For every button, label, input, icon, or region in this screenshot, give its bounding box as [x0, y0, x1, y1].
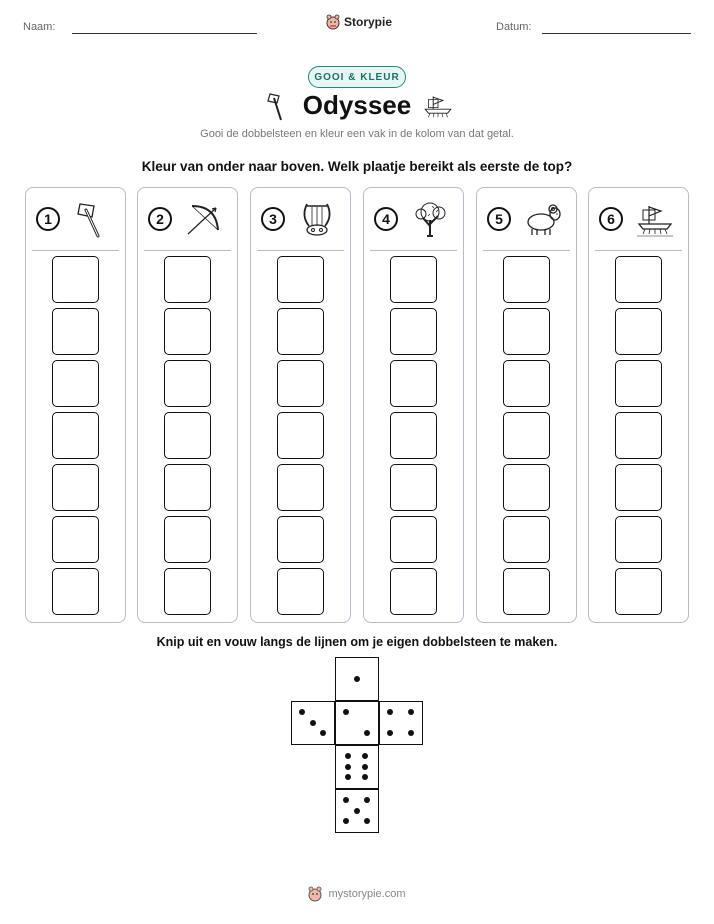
color-box[interactable] [52, 464, 99, 511]
color-box[interactable] [390, 516, 437, 563]
axe-icon [72, 200, 112, 238]
page-title: Odyssee [302, 90, 412, 120]
dice-pip [387, 730, 393, 736]
lyre-icon [297, 200, 337, 238]
date-label: Datum: [496, 21, 532, 33]
date-line[interactable] [542, 33, 691, 34]
color-box[interactable] [503, 464, 550, 511]
cutout-instruction: Knip uit en vouw langs de lijnen om je eigen dobbelsteen te maken. [156, 635, 558, 649]
dice-column-3 [250, 187, 351, 623]
color-box[interactable] [52, 360, 99, 407]
color-box[interactable] [615, 516, 662, 563]
dice-pip [354, 808, 360, 814]
color-box[interactable] [390, 568, 437, 615]
olive-tree-icon [410, 200, 450, 238]
name-label: Naam: [23, 21, 56, 33]
color-box[interactable] [277, 464, 324, 511]
color-box[interactable] [277, 360, 324, 407]
footer-mascot-icon [308, 886, 322, 902]
color-box[interactable] [277, 308, 324, 355]
color-box[interactable] [390, 412, 437, 459]
column-number: 6 [599, 207, 623, 231]
dice-pip [343, 797, 349, 803]
instruction: Kleur van onder naar boven. Welk plaatje bereikt als eerste de top? [141, 159, 573, 174]
dice-pip [345, 753, 351, 759]
column-divider [144, 250, 231, 251]
dice-column-6 [588, 187, 689, 623]
color-box[interactable] [277, 516, 324, 563]
color-box[interactable] [390, 360, 437, 407]
color-box[interactable] [164, 360, 211, 407]
column-number: 3 [261, 207, 285, 231]
color-box[interactable] [615, 412, 662, 459]
column-divider [370, 250, 457, 251]
pie-mascot-icon [326, 14, 340, 30]
color-box[interactable] [164, 464, 211, 511]
color-box[interactable] [503, 516, 550, 563]
dice-pip [299, 709, 305, 715]
subtitle: Gooi de dobbelsteen en kleur een vak in de kolom van dat getal. [200, 128, 514, 140]
color-box[interactable] [390, 464, 437, 511]
column-number: 5 [487, 207, 511, 231]
footer-url: mystorypie.com [328, 888, 406, 900]
footer [0, 886, 714, 902]
color-box[interactable] [164, 308, 211, 355]
color-box[interactable] [615, 256, 662, 303]
color-box[interactable] [277, 256, 324, 303]
dice-face [379, 701, 423, 745]
color-box[interactable] [503, 256, 550, 303]
dice-face [335, 657, 379, 701]
color-box[interactable] [52, 568, 99, 615]
dice-pip [362, 764, 368, 770]
dice-pip [343, 709, 349, 715]
bow-icon [184, 200, 224, 238]
dice-pip [320, 730, 326, 736]
dice-face [335, 745, 379, 789]
title-ship-icon [422, 92, 454, 120]
dice-pip [343, 818, 349, 824]
activity-badge: GOOI & KLEUR [308, 66, 406, 88]
dice-pip [362, 774, 368, 780]
color-box[interactable] [503, 308, 550, 355]
dice-column-5 [476, 187, 577, 623]
color-box[interactable] [615, 360, 662, 407]
dice-face [335, 701, 379, 745]
column-divider [32, 250, 119, 251]
color-box[interactable] [615, 464, 662, 511]
color-box[interactable] [615, 308, 662, 355]
color-box[interactable] [503, 360, 550, 407]
color-box[interactable] [164, 412, 211, 459]
dice-pip [364, 730, 370, 736]
column-number: 2 [148, 207, 172, 231]
color-box[interactable] [52, 516, 99, 563]
color-box[interactable] [52, 412, 99, 459]
column-number: 4 [374, 207, 398, 231]
column-divider [595, 250, 682, 251]
column-divider [483, 250, 570, 251]
color-box[interactable] [615, 568, 662, 615]
dice-pip [362, 753, 368, 759]
dice-pip [310, 720, 316, 726]
color-box[interactable] [164, 568, 211, 615]
dice-pip [364, 818, 370, 824]
color-box[interactable] [277, 412, 324, 459]
color-box[interactable] [52, 256, 99, 303]
dice-pip [387, 709, 393, 715]
color-box[interactable] [390, 308, 437, 355]
column-number: 1 [36, 207, 60, 231]
dice-pip [345, 764, 351, 770]
color-box[interactable] [503, 568, 550, 615]
dice-column-1 [25, 187, 126, 623]
dice-pip [408, 730, 414, 736]
dice-face [335, 789, 379, 833]
dice-pip [345, 774, 351, 780]
name-line[interactable] [72, 33, 257, 34]
brand-logo [326, 14, 392, 30]
color-box[interactable] [390, 256, 437, 303]
column-divider [257, 250, 344, 251]
color-box[interactable] [277, 568, 324, 615]
dice-column-4 [363, 187, 464, 623]
brand-name: Storypie [344, 15, 393, 29]
color-box[interactable] [164, 256, 211, 303]
color-box[interactable] [164, 516, 211, 563]
ram-icon [523, 200, 563, 238]
dice-face [291, 701, 335, 745]
color-box[interactable] [52, 308, 99, 355]
color-box[interactable] [503, 412, 550, 459]
dice-pip [408, 709, 414, 715]
dice-column-2 [137, 187, 238, 623]
dice-pip [364, 797, 370, 803]
dice-pip [354, 676, 360, 682]
ship-icon [635, 200, 675, 238]
